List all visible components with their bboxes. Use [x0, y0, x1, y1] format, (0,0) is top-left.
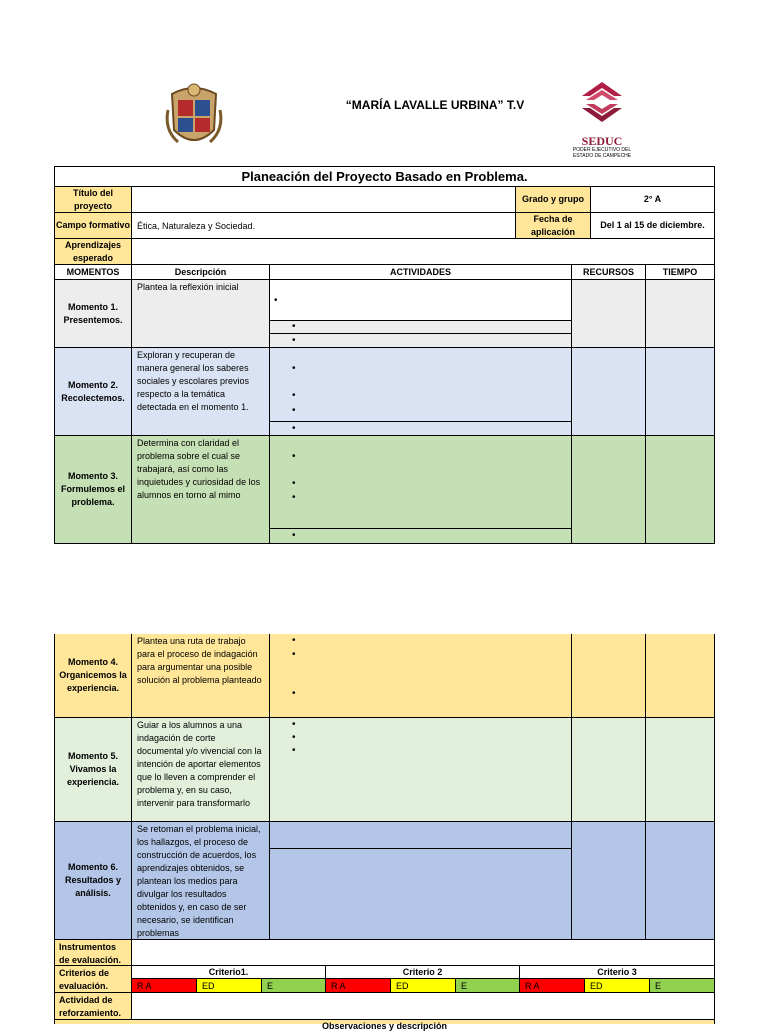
moment-5-activities[interactable]	[269, 717, 572, 822]
moment-5-description: Guiar a los alumnos a una indagación de corte documental y/o vivencial con la intención de aportar elementos que lo lleven a comprender el problema y, en su caso, intervenir para transformarlo	[131, 717, 270, 822]
moment-2-description: Exploran y recuperan de manera general los saberes sociales y escolares previos respecto a la temática detectada en el momento 1.	[131, 347, 270, 436]
col-header-descripcion: Descripción	[131, 264, 270, 280]
moment-1-activities[interactable]	[269, 279, 572, 348]
seduc-logo	[562, 78, 642, 159]
instrumentos-field[interactable]	[131, 939, 715, 966]
bullet-icon	[292, 731, 296, 744]
moment-3-resources[interactable]	[571, 435, 646, 544]
titulo-field[interactable]	[131, 186, 516, 213]
seduc-logo-subtext-2: ESTADO DE CAMPECHE	[572, 153, 632, 159]
moment-4-resources[interactable]	[571, 634, 646, 718]
fecha-value[interactable]: Del 1 al 15 de diciembre.	[590, 212, 715, 239]
campo-value[interactable]: Ética, Naturaleza y Sociedad.	[131, 212, 516, 239]
moment-1-resources[interactable]	[571, 279, 646, 348]
criterion-2-level-ra[interactable]: R A	[325, 978, 391, 993]
criterion-2-level-ed[interactable]: ED	[390, 978, 456, 993]
grado-value[interactable]: 2° A	[590, 186, 715, 213]
moment-3-time[interactable]	[645, 435, 715, 544]
criterion-1-level-ra[interactable]: R A	[131, 978, 197, 993]
moment-4-name: Momento 4. Organicemos la experiencia.	[54, 634, 132, 718]
moment-1-description: Plantea la reflexión inicial	[131, 279, 270, 348]
bullet-icon	[292, 320, 296, 333]
criterios-label: Criterios de evaluación.	[54, 965, 132, 993]
moment-4-time[interactable]	[645, 634, 715, 718]
moment-1-name: Momento 1. Presentemos.	[54, 279, 132, 348]
criterion-3-level-ra[interactable]: R A	[519, 978, 585, 993]
fecha-label: Fecha de aplicación	[515, 212, 591, 239]
bullet-icon	[292, 334, 296, 347]
bullet-icon	[274, 294, 278, 307]
bullet-icon	[292, 529, 296, 542]
criterion-1-level-ed[interactable]: ED	[196, 978, 262, 993]
activity-row[interactable]	[270, 528, 571, 544]
col-header-recursos: RECURSOS	[571, 264, 646, 280]
bullet-icon	[292, 648, 296, 661]
criterion-3-level-ed[interactable]: ED	[584, 978, 650, 993]
moment-6-activities[interactable]	[269, 821, 572, 940]
criterion-1-level-e[interactable]: E	[261, 978, 326, 993]
instrumentos-label: Instrumentos de evaluación.	[54, 939, 132, 966]
grado-label: Grado y grupo	[515, 186, 591, 213]
campo-label: Campo formativo	[54, 212, 132, 239]
activity-row[interactable]	[270, 822, 571, 849]
moment-5-resources[interactable]	[571, 717, 646, 822]
aprendizajes-label: Aprendizajes esperado	[54, 238, 132, 265]
moment-5-time[interactable]	[645, 717, 715, 822]
moment-5-name: Momento 5. Vivamos la experiencia.	[54, 717, 132, 822]
refuerzo-label: Actividad de reforzamiento.	[54, 992, 132, 1020]
moment-2-activities[interactable]	[269, 347, 572, 436]
moment-6-description: Se retoman el problema inicial, los hallazgos, el proceso de construcción de acuerdos, los aprendizajes obtenidos, se plantean los medios para divulgar los resultados obtenidos y, en caso de ser necesario, se identifican problemas	[131, 821, 270, 940]
aprendizajes-field[interactable]	[131, 238, 715, 265]
criterion-2-header: Criterio 2	[325, 965, 520, 979]
bullet-icon	[292, 389, 296, 402]
activity-row[interactable]	[270, 280, 571, 321]
moment-3-name: Momento 3. Formulemos el problema.	[54, 435, 132, 544]
criterion-3-level-e[interactable]: E	[649, 978, 715, 993]
activity-row[interactable]	[270, 334, 571, 347]
moment-3-description: Determina con claridad el problema sobre el cual se trabajará, así como las inquietudes y curiosidad de los alumnos en torno al mimo	[131, 435, 270, 544]
moment-1-time[interactable]	[645, 279, 715, 348]
bullet-icon	[292, 422, 296, 435]
criterion-3-header: Criterio 3	[519, 965, 715, 979]
observaciones-header: Observaciones y descripción	[54, 1019, 715, 1024]
moment-4-activities[interactable]	[269, 634, 572, 718]
moment-4-description: Plantea una ruta de trabajo para el proceso de indagación para argumentar una posible solución al problema planteado	[131, 634, 270, 718]
criterion-1-header: Criterio1.	[131, 965, 326, 979]
activity-row[interactable]	[270, 421, 571, 436]
school-crest-logo	[164, 80, 224, 154]
criterion-2-level-e[interactable]: E	[455, 978, 520, 993]
col-header-momentos: MOMENTOS	[54, 264, 132, 280]
form-title: Planeación del Proyecto Basado en Problema.	[54, 166, 715, 187]
bullet-icon	[292, 718, 296, 731]
moment-3-activities[interactable]	[269, 435, 572, 544]
moment-6-resources[interactable]	[571, 821, 646, 940]
bullet-icon	[292, 450, 296, 463]
col-header-tiempo: TIEMPO	[645, 264, 715, 280]
school-name: “MARÍA LAVALLE URBINA” T.V	[345, 98, 525, 112]
col-header-actividades: ACTIVIDADES	[269, 264, 572, 280]
moment-2-resources[interactable]	[571, 347, 646, 436]
moment-6-name: Momento 6. Resultados y análisis.	[54, 821, 132, 940]
bullet-icon	[292, 362, 296, 375]
seduc-logo-subtext-1: PODER EJECUTIVO DEL	[572, 147, 632, 153]
bullet-icon	[292, 634, 296, 647]
bullet-icon	[292, 687, 296, 700]
bullet-icon	[292, 477, 296, 490]
bullet-icon	[292, 404, 296, 417]
bullet-icon	[292, 491, 296, 504]
titulo-label: Título del proyecto	[54, 186, 132, 213]
refuerzo-field[interactable]	[131, 992, 715, 1020]
seduc-logo-text: SEDUC	[581, 134, 623, 148]
bullet-icon	[292, 744, 296, 757]
moment-2-time[interactable]	[645, 347, 715, 436]
moment-6-time[interactable]	[645, 821, 715, 940]
moment-2-name: Momento 2. Recolectemos.	[54, 347, 132, 436]
activity-row[interactable]	[270, 320, 571, 334]
